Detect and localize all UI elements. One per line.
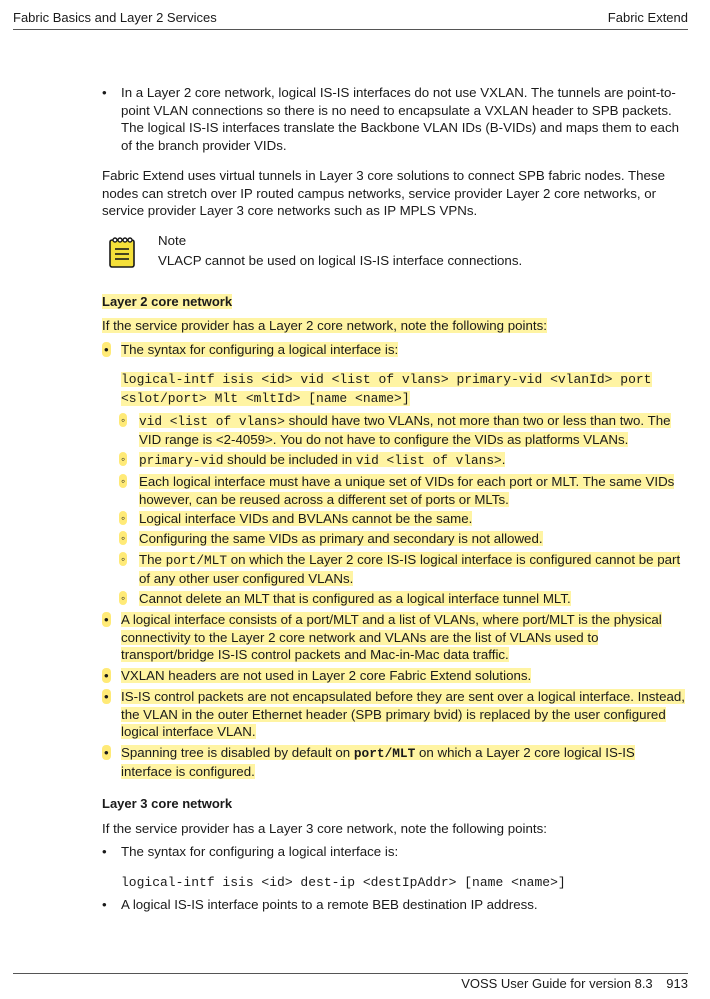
sub-bullet-marker: ◦: [121, 591, 126, 605]
header-rule: [13, 29, 688, 30]
notepad-icon: [108, 236, 136, 268]
intro-bullet: In a Layer 2 core network, logical IS-IS interfaces do not use VXLAN. The tunnels are point-to-point VLAN connections so there is no need to encapsulate a VXLAN header to SPB packets. The logical IS-IS interfaces translate the Backbone VLAN IDs (B-VIDs) and maps them to each of the branch provider VIDs.: [121, 85, 679, 153]
intro-paragraph: Fabric Extend uses virtual tunnels in Layer 3 core solutions to connect SPB fabric nodes. These nodes can stretch over IP routed campus networks, service provider Layer 2 core networks, or service provider Layer 3 core networks such as IP MPLS VPNs.: [102, 168, 665, 219]
page-footer: [461, 976, 688, 991]
sub-bullet-marker: ◦: [121, 552, 126, 566]
l2-bullet-vxlan: VXLAN headers are not used in Layer 2 core Fabric Extend solutions.: [121, 668, 532, 683]
l2-bullet-spanning-tree: Spanning tree is disabled by default on port/MLT on which a Layer 2 core logical IS-IS interface is configured.: [121, 745, 635, 779]
l3-bullet-remote-beb: A logical IS-IS interface points to a remote BEB destination IP address.: [121, 897, 538, 912]
l2-sub-primary-secondary: Configuring the same VIDs as primary and secondary is not allowed.: [139, 531, 543, 546]
header-chapter-title: Fabric Extend: [607, 10, 688, 25]
bullet-marker: •: [104, 612, 109, 627]
l2-sub-vid-list: vid <list of vlans> should have two VLANs, not more than two or less than two. The VID range is <2-4059>. You do not have to configure the VIDs as platforms VLANs.: [139, 413, 671, 447]
bullet-marker: •: [104, 745, 109, 760]
l2-bullet-syntax: The syntax for configuring a logical interface is:: [121, 342, 399, 357]
l3-heading: Layer 3 core network: [102, 796, 233, 811]
l3-bullet-syntax: The syntax for configuring a logical interface is:: [121, 844, 399, 859]
l2-sub-port-mlt: The port/MLT on which the Layer 2 core IS-IS logical interface is configured cannot be part of any other user configured VLANs.: [139, 552, 681, 586]
sub-bullet-marker: ◦: [121, 452, 126, 466]
l2-code-line-1: logical-intf isis <id> vid <list of vlans> primary-vid <vlanId> port: [121, 372, 652, 387]
bullet-marker: •: [102, 85, 107, 100]
bullet-marker: •: [104, 668, 109, 683]
l2-sub-delete-mlt: Cannot delete an MLT that is configured as a logical interface tunnel MLT.: [139, 591, 571, 606]
footer-guide-title: VOSS User Guide for version 8.3: [461, 976, 653, 991]
l2-intro: If the service provider has a Layer 2 core network, note the following points:: [102, 318, 547, 333]
page-number: 913: [666, 976, 688, 991]
bullet-marker: •: [102, 897, 107, 912]
l2-heading: Layer 2 core network: [102, 294, 233, 309]
sub-bullet-marker: ◦: [121, 474, 126, 488]
l3-code-line: logical-intf isis <id> dest-ip <destIpAddr> [name <name>]: [121, 875, 566, 890]
l2-sub-primary-vid: primary-vid should be included in vid <list of vlans>.: [139, 452, 506, 468]
l2-bullet-logical-interface: A logical interface consists of a port/MLT and a list of VLANs, where port/MLT is the physical connectivity to the Layer 2 core network and VLANs are the list of VLANs used to transport/bridge IS-IS control packets and Mac-in-Mac data traffic.: [121, 612, 662, 663]
bullet-marker: •: [104, 689, 109, 704]
l2-bullet-isis-control: IS-IS control packets are not encapsulated before they are sent over a logical interface. Instead, the VLAN in the outer Ethernet header (SPB primary bvid) is replaced by the user configured logical interface VLAN.: [121, 689, 685, 740]
l2-sub-bvlans: Logical interface VIDs and BVLANs cannot be the same.: [139, 511, 473, 526]
sub-bullet-marker: ◦: [121, 531, 126, 545]
page-header: [13, 10, 688, 28]
note-title: Note: [158, 233, 187, 248]
bullet-marker: •: [102, 844, 107, 859]
l2-sub-unique-vids: Each logical interface must have a unique set of VIDs for each port or MLT. The same VIDs however, can be reused across a different set of ports or MLTs.: [139, 474, 675, 507]
bullet-marker: •: [104, 342, 109, 357]
header-section-title: Fabric Basics and Layer 2 Services: [13, 10, 217, 25]
sub-bullet-marker: ◦: [121, 413, 126, 427]
l3-intro: If the service provider has a Layer 3 core network, note the following points:: [102, 821, 547, 836]
footer-rule: [13, 973, 688, 974]
l2-code-line-2: <slot/port> Mlt <mltId> [name <name>]: [121, 391, 410, 406]
sub-bullet-marker: ◦: [121, 511, 126, 525]
note-text: VLACP cannot be used on logical IS-IS interface connections.: [158, 253, 523, 268]
